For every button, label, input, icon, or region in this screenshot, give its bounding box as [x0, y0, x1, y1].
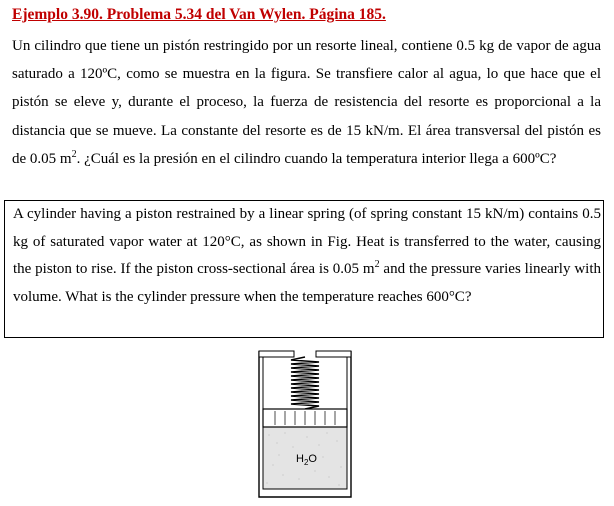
english-paragraph	[13, 201, 601, 311]
water-label-subscript: 2	[303, 458, 309, 468]
spanish-text-part1: Un cilindro que tiene un pistón restringido por un resorte lineal, contiene 0.5 kg de vapor de agua saturado a 120ºC, como se muestra en la figura. Se transfiere calor al agua, lo que hace que el pistón se eleve y, durante el proceso, la fuerza de resistencia del resorte es proporcional a la distancia que se mueve. La constante del resorte es de 15 kN/m. El área transversal del pistón es de 0.05 m	[12, 38, 601, 167]
water-label-o: O	[308, 453, 317, 465]
water-label	[296, 453, 317, 468]
spring-coil	[291, 357, 319, 409]
spanish-paragraph	[12, 32, 601, 173]
top-stop-cap	[259, 351, 294, 357]
water-label-h: H	[296, 453, 304, 465]
piston-cylinder-figure	[255, 347, 355, 502]
example-title: Ejemplo 3.90. Problema 5.34 del Van Wylen. Página 185.	[12, 6, 386, 23]
english-text-part1: A cylinder having a piston restrained by a linear spring (of spring constant 15 kN/m) contains 0.5 kg of saturated vapor water at 120°C, as shown in Fig. Heat is transferred to the water, causing the piston to rise. If the piston cross-sectional área is 0.05 m	[13, 206, 601, 278]
spanish-text-part2: . ¿Cuál es la presión en el cilindro cuando la temperatura interior llega a 600ºC?	[76, 150, 557, 167]
english-problem-statement	[13, 201, 601, 311]
english-superscript: 2	[374, 259, 380, 271]
spanish-superscript: 2	[71, 148, 77, 160]
top-stop-right	[316, 351, 351, 357]
english-text-part2: and the pressure varies linearly with volume. What is the cylinder pressure when the temperature reaches 600°C?	[13, 261, 601, 305]
english-problem-box	[4, 200, 604, 338]
piston-cylinder-diagram	[255, 347, 355, 502]
spanish-problem-statement	[12, 32, 601, 173]
